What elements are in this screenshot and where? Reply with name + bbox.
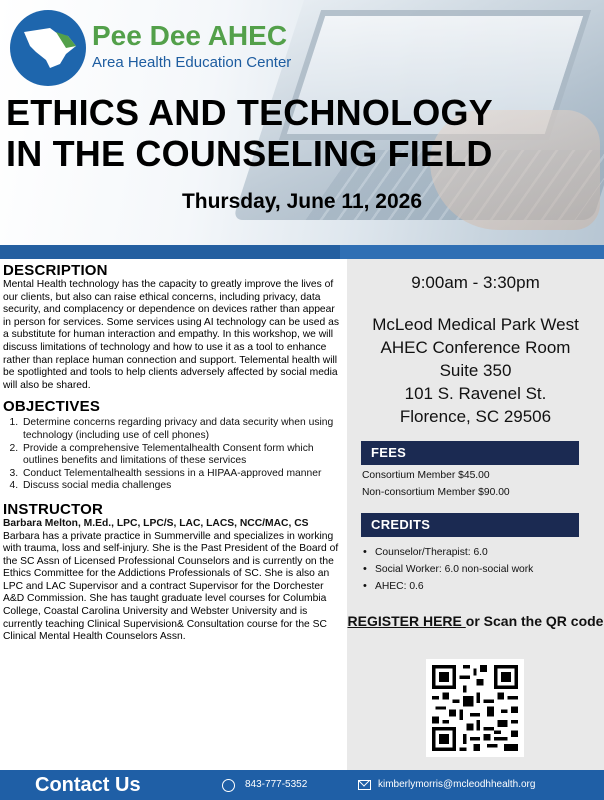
instructor-heading: INSTRUCTOR [3,500,104,518]
south-carolina-map-icon [20,24,80,70]
objective-item: 4. Discuss social media challenges [21,480,341,493]
credits-list [363,547,598,598]
credit-item: • Social Worker: 6.0 non-social work [363,564,598,575]
instructor-bio: Barbara has a private practice in Summerville and specializes in working with trauma, loss and self-injury. She is the Past President of the Board of the SC Assn of Licensed Professional Counselors and is currently on the Ethics Committee for the Addictions Professionals of SC. She is also an LPC and LAC Supervisor and a contract Supervisor for the Dorchester A&D Commission. She has taught graduate level courses for Columbia College, Coastal Carolina University and Webster University and is currently teaching Clinical Supervision& Consultation course for the SC Clinical Mental Health Counselors Assn. [3,530,339,643]
footer [0,770,604,800]
fees-heading: FEES [361,441,579,465]
qr-code[interactable] [426,659,524,757]
logo-name: Pee Dee AHEC [92,20,288,51]
description-heading: DESCRIPTION [3,262,108,279]
hero-banner [0,0,604,245]
credits-heading: CREDITS [361,513,579,537]
register-callout [347,612,604,631]
objective-item: 2. Provide a comprehensive Telementalhealth Consent form which outlines benefits and limitations of these services [21,443,341,468]
logo [6,6,298,90]
register-rest: or Scan the QR code [465,613,604,629]
fee-item: Consortium Member $45.00 [362,470,490,481]
mail-icon [358,780,371,790]
right-column [347,259,604,770]
objectives-list [3,417,341,493]
phone-icon [222,779,235,792]
fee-item: Non-consortium Member $90.00 [362,487,510,498]
credit-item: • AHEC: 0.6 [363,581,598,592]
objective-item: 3. Conduct Telementalhealth sessions in a HIPAA-approved manner [21,468,341,481]
divider-bar [0,245,604,259]
objectives-heading: OBJECTIVES [3,398,101,416]
location-line: McLeod Medical Park West [372,315,579,334]
location-line: Florence, SC 29506 [399,407,552,426]
location-line: 101 S. Ravenel St. [404,384,547,403]
event-time: 9:00am - 3:30pm [411,273,540,292]
contact-phone[interactable]: 843-777-5352 [245,779,308,790]
location-line: AHEC Conference Room [380,338,571,357]
objective-item: 1. Determine concerns regarding privacy and data security when using technology (including use of cell phones) [21,417,341,442]
credit-item: • Counselor/Therapist: 6.0 [363,547,598,558]
location-line: Suite 350 [439,361,512,380]
page-title: ETHICS AND TECHNOLOGY IN THE COUNSELING FIELD [6,92,493,174]
instructor-name: Barbara Melton, M.Ed., LPC, LPC/S, LAC, LACS, NCC/MAC, CS [3,517,309,529]
event-location [347,313,604,428]
logo-subtitle: Area Health Education Center [92,54,292,71]
register-link[interactable]: REGISTER HERE [347,613,466,629]
contact-email[interactable]: kimberlymorris@mcleodhhealth.org [378,779,536,790]
qr-code-icon [432,665,518,751]
description-text: Mental Health technology has the capacity to greatly improve the lives of our clients, but also can raise ethical concerns, including privacy, data security, and complacency or dependence on devices rather than appear in person for services. Some services using AI technology can be used as a substitute for human interaction and empathy. In this workshop, we will discuss limitations of technology and how to use it as a tool to enhance rather than replace human connection and support. Telemental health will be spotlighted and tools to help clients adversely affected by social media will also be shared. [3,279,339,391]
left-column [3,262,341,644]
event-date: Thursday, June 11, 2026 [181,190,423,213]
contact-title: Contact Us [35,774,141,796]
